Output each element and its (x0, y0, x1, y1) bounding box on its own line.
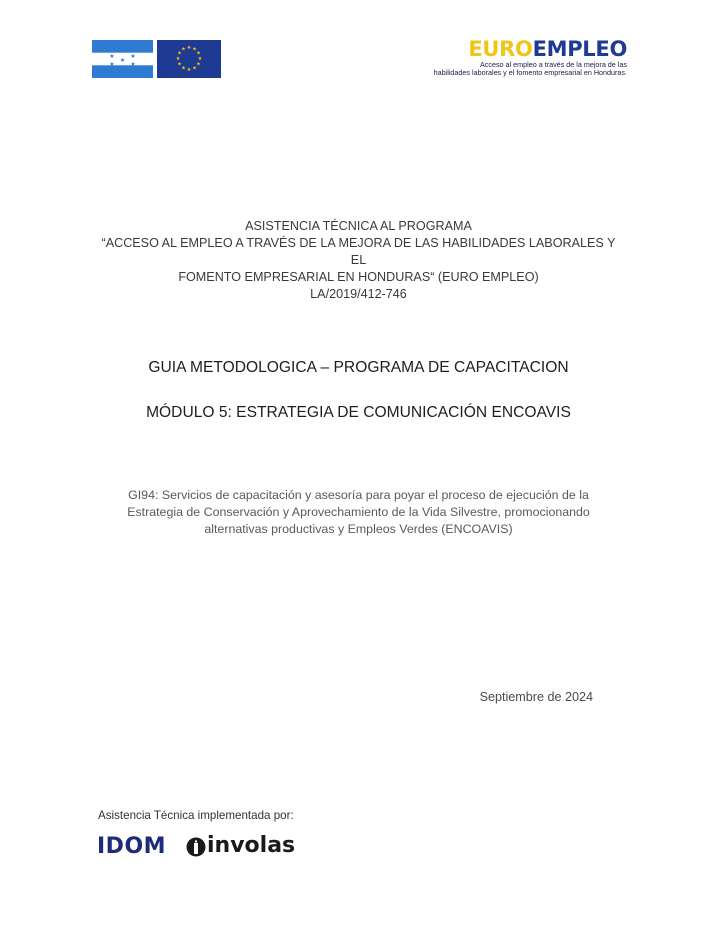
eu-star-icon: ★ (177, 50, 182, 57)
logo-tagline (400, 61, 627, 77)
svg-text:★: ★ (119, 57, 126, 64)
program-line-3: FOMENTO EMPRESARIAL EN HONDURAS“ (EURO EMPLEO) (178, 270, 539, 284)
svg-text:★: ★ (130, 61, 136, 68)
description (110, 487, 607, 538)
eu-star-icon: ★ (181, 65, 186, 72)
program-line-1: ASISTENCIA TÉCNICA AL PROGRAMA (245, 219, 472, 233)
svg-text:★: ★ (130, 53, 136, 60)
description-line-2: Estrategia de Conservación y Aprovechamiento de la Vida Silvestre, promocionando (127, 505, 590, 519)
svg-text:★: ★ (109, 53, 115, 60)
eu-star-icon: ★ (186, 67, 192, 73)
program-heading (100, 218, 617, 303)
document-date: Septiembre de 2024 (479, 690, 593, 704)
eu-star-icon: ★ (177, 61, 182, 68)
eu-star-icon: ★ (197, 56, 203, 62)
eu-star-icon: ★ (192, 65, 197, 72)
involas-logo: involas (207, 833, 296, 858)
eu-star-icon: ★ (192, 46, 197, 53)
logo-tagline-line-1: Acceso al empleo a través de la mejora de las (479, 60, 627, 69)
euroempleo-wordmark (400, 38, 627, 60)
eu-star-icon: ★ (196, 61, 201, 68)
involas-mark-icon (186, 837, 206, 857)
eu-star-icon: ★ (186, 45, 192, 51)
honduras-flag-icon (92, 40, 153, 78)
implemented-by-label: Asistencia Técnica implementada por: (98, 809, 294, 822)
logo-empleo-text: EMPLEO (532, 37, 627, 61)
logo-tagline-line-2: habilidades laborales y el fomento empresarial en Honduras. (433, 68, 627, 77)
svg-text:★: ★ (109, 61, 115, 68)
eu-star-icon: ★ (175, 56, 181, 62)
program-line-4: LA/2019/412-746 (310, 287, 407, 301)
eu-star-icon: ★ (196, 50, 201, 57)
module-title: MÓDULO 5: ESTRATEGIA DE COMUNICACIÓN ENCOAVIS (146, 404, 571, 421)
eu-flag-icon (157, 40, 221, 78)
logo-euro-text: EURO (468, 37, 533, 61)
description-line-3: alternativas productivas y Empleos Verdes (ENCOAVIS) (204, 522, 513, 536)
program-line-2: “ACCESO AL EMPLEO A TRAVÉS DE LA MEJORA DE LAS HABILIDADES LABORALES Y EL (101, 236, 616, 267)
guide-title: GUIA METODOLOGICA – PROGRAMA DE CAPACITACION (148, 359, 569, 376)
idom-logo: IDOM (97, 834, 167, 859)
euroempleo-logo (400, 38, 627, 77)
description-line-1: GI94: Servicios de capacitación y asesoría para poyar el proceso de ejecución de la (128, 488, 589, 502)
eu-star-icon: ★ (181, 46, 186, 53)
